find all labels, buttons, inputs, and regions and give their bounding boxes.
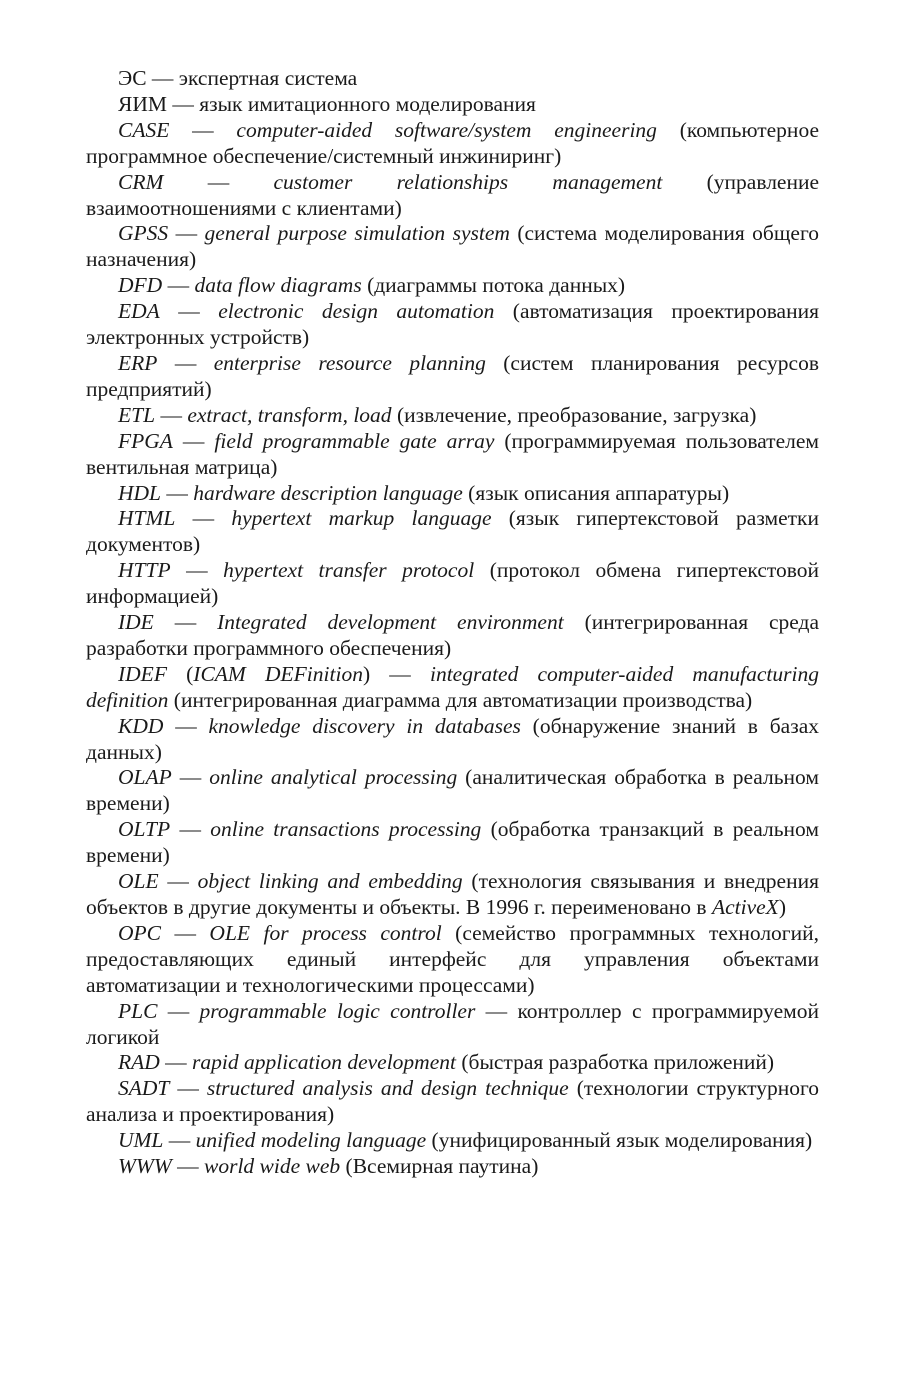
abbreviation-entry bbox=[86, 610, 819, 662]
abbreviation-term: ERP bbox=[118, 350, 158, 375]
abbreviation-gloss: (унифицированный язык моделирования) bbox=[426, 1128, 813, 1153]
abbreviation-list bbox=[86, 66, 819, 1180]
abbreviation-gloss: (обнаружение знаний в базах данных) bbox=[86, 713, 820, 764]
abbreviation-expansion: OLE for process control bbox=[209, 920, 442, 945]
abbreviation-gloss: (быстрая разработка приложений) bbox=[455, 1050, 775, 1075]
separator: — bbox=[169, 117, 237, 142]
abbreviation-expansion: object linking and embedding bbox=[197, 869, 463, 894]
abbreviation-expansion: electronic design automation bbox=[218, 299, 495, 324]
abbreviation-expansion: rapid application development bbox=[192, 1050, 456, 1075]
abbreviation-entry bbox=[86, 714, 819, 766]
abbreviation-gloss: (технологии структурного анализа и проектирования) bbox=[86, 1076, 820, 1127]
abbreviation-entry bbox=[86, 351, 819, 403]
abbreviation-term: HTML bbox=[118, 506, 176, 531]
separator: — bbox=[170, 558, 224, 583]
abbreviation-gloss: (технология связывания и внедрения объектов в другие документы и объекты. В 1996 г. переименовано в bbox=[86, 869, 819, 919]
separator: — bbox=[162, 273, 195, 298]
abbreviation-term: OLTP bbox=[118, 817, 171, 842]
separator: — bbox=[159, 299, 219, 324]
abbreviation-term: UML bbox=[118, 1128, 164, 1153]
abbreviation-entry bbox=[86, 921, 819, 999]
abbreviation-expansion: general purpose simulation system bbox=[204, 221, 510, 246]
abbreviation-entry bbox=[86, 1154, 819, 1180]
separator: — bbox=[157, 350, 214, 375]
abbreviation-tail-italic: ActiveX bbox=[711, 895, 779, 919]
separator: — bbox=[157, 998, 200, 1023]
abbreviation-expansion: online analytical processing bbox=[209, 765, 458, 790]
separator: — bbox=[171, 1154, 204, 1179]
abbreviation-entry bbox=[86, 403, 819, 429]
abbreviation-tail-italic: integrated computer-aided manufacturing definition bbox=[86, 661, 819, 712]
abbreviation-entry bbox=[86, 429, 819, 481]
separator: — bbox=[163, 713, 209, 738]
abbreviation-expansion: hardware description language bbox=[193, 480, 463, 505]
abbreviation-term: EDA bbox=[118, 299, 160, 324]
separator: — bbox=[171, 765, 210, 790]
abbreviation-gloss: (язык гипертекстовой разметки документов) bbox=[86, 506, 820, 557]
abbreviation-gloss: (язык описания аппаратуры) bbox=[462, 480, 730, 505]
abbreviation-term: ETL bbox=[118, 402, 156, 427]
abbreviation-entry bbox=[86, 558, 819, 610]
separator: — bbox=[172, 428, 215, 453]
separator: — bbox=[175, 506, 232, 531]
separator: — bbox=[158, 869, 198, 894]
abbreviation-gloss: (программируемая пользователем вентильная матрица) bbox=[86, 428, 819, 479]
separator: — bbox=[161, 480, 194, 505]
abbreviation-term: HTTP bbox=[118, 558, 171, 583]
abbreviation-entry bbox=[86, 817, 819, 869]
separator: — bbox=[163, 169, 274, 194]
abbreviation-expansion: online transactions processing bbox=[210, 817, 482, 842]
abbreviation-gloss: (семейство программных технологий, предоставляющих единый интерфейс для управления объектами автоматизации и технологическими процессами) bbox=[86, 920, 820, 997]
abbreviation-expansion: programmable logic controller bbox=[199, 998, 476, 1023]
abbreviation-tail-end: (интегрированная диаграмма для автоматизации производства) bbox=[168, 687, 753, 712]
abbreviation-gloss: (обработка транзакций в реальном времени) bbox=[86, 817, 819, 868]
abbreviation-expansion: customer relationships management bbox=[273, 169, 663, 194]
abbreviation-tail-end: ) bbox=[778, 895, 786, 919]
abbreviation-term: IDEF bbox=[118, 661, 167, 686]
abbreviation-expansion: hypertext markup language bbox=[231, 506, 492, 531]
abbreviation-entry bbox=[86, 299, 819, 351]
separator: — bbox=[153, 610, 218, 635]
separator: — bbox=[163, 1128, 196, 1153]
abbreviation-gloss: (протокол обмена гипертекстовой информацией) bbox=[86, 558, 820, 609]
abbreviation-gloss: (автоматизация проектирования электронных устройств) bbox=[86, 299, 820, 350]
abbreviation-term: RAD bbox=[118, 1050, 160, 1075]
separator: ( bbox=[166, 661, 194, 686]
abbreviation-expansion: unified modeling language bbox=[195, 1128, 427, 1153]
abbreviation-gloss: ) — bbox=[362, 661, 430, 686]
abbreviation-gloss: (интегрированная среда разработки программного обеспечения) bbox=[86, 610, 820, 660]
abbreviation-entry bbox=[86, 273, 819, 299]
abbreviation-entry bbox=[86, 999, 819, 1051]
abbreviation-gloss: (Всемирная паутина) bbox=[340, 1154, 539, 1179]
abbreviation-gloss: (извлечение, преобразование, загрузка) bbox=[391, 402, 757, 427]
abbreviation-entry bbox=[86, 869, 819, 921]
abbreviation-entry bbox=[86, 221, 819, 273]
abbreviation-entry bbox=[86, 92, 819, 118]
abbreviation-entry bbox=[86, 662, 819, 714]
separator: — bbox=[169, 1076, 207, 1101]
abbreviation-entry bbox=[86, 1050, 819, 1076]
abbreviation-expansion: ICAM DEFinition bbox=[193, 661, 363, 686]
abbreviation-gloss: ЯИМ — язык имитационного моделирования bbox=[118, 91, 536, 116]
abbreviation-expansion: data flow diagrams bbox=[194, 273, 362, 298]
abbreviation-gloss: — контроллер с программируемой логикой bbox=[86, 998, 820, 1049]
abbreviation-term: FPGA bbox=[118, 428, 173, 453]
abbreviation-term: CASE bbox=[118, 117, 170, 142]
abbreviation-entry bbox=[86, 1076, 819, 1128]
abbreviation-gloss: (управление взаимоотношениями с клиентами) bbox=[86, 169, 820, 220]
abbreviation-entry bbox=[86, 66, 819, 92]
abbreviation-term: KDD bbox=[118, 713, 164, 738]
abbreviation-expansion: extract, transform, load bbox=[187, 402, 392, 427]
abbreviation-expansion: Integrated development environment bbox=[217, 610, 564, 635]
abbreviation-expansion: structured analysis and design technique bbox=[206, 1076, 569, 1101]
abbreviation-entry bbox=[86, 506, 819, 558]
abbreviation-term: OPC bbox=[118, 920, 161, 945]
abbreviation-entry bbox=[86, 170, 819, 222]
abbreviation-term: PLC bbox=[118, 998, 158, 1023]
abbreviation-gloss: (аналитическая обработка в реальном времени) bbox=[86, 765, 819, 816]
abbreviation-term: OLE bbox=[118, 869, 159, 894]
abbreviation-term: DFD bbox=[118, 273, 163, 298]
abbreviation-expansion: world wide web bbox=[203, 1154, 341, 1179]
abbreviation-expansion: computer-aided software/system engineering bbox=[236, 117, 657, 142]
abbreviation-term: SADT bbox=[118, 1076, 170, 1101]
abbreviation-gloss: (компьютерное программное обеспечение/системный инжиниринг) bbox=[86, 117, 819, 168]
abbreviation-expansion: field programmable gate array bbox=[214, 428, 495, 453]
separator: — bbox=[159, 1050, 193, 1075]
abbreviation-entry bbox=[86, 118, 819, 170]
abbreviation-term: OLAP bbox=[118, 765, 172, 790]
separator: — bbox=[170, 817, 211, 842]
abbreviation-gloss: (диаграммы потока данных) bbox=[361, 273, 626, 298]
separator: — bbox=[161, 920, 210, 945]
abbreviation-expansion: enterprise resource planning bbox=[213, 350, 486, 375]
abbreviation-gloss: (систем планирования ресурсов предприятий) bbox=[86, 350, 819, 401]
abbreviation-term: IDE bbox=[118, 610, 154, 635]
abbreviation-expansion: knowledge discovery in databases bbox=[208, 713, 521, 738]
abbreviation-term: HDL bbox=[118, 480, 162, 505]
abbreviation-entry bbox=[86, 481, 819, 507]
abbreviation-gloss: (система моделирования общего назначения) bbox=[86, 221, 820, 272]
abbreviation-expansion: hypertext transfer protocol bbox=[223, 558, 475, 583]
abbreviation-gloss: ЭС — экспертная система bbox=[118, 66, 358, 90]
abbreviation-entry bbox=[86, 1128, 819, 1154]
abbreviation-term: WWW bbox=[118, 1154, 172, 1179]
abbreviation-term: CRM bbox=[118, 169, 164, 194]
abbreviation-entry bbox=[86, 765, 819, 817]
abbreviation-term: GPSS bbox=[118, 221, 169, 246]
separator: — bbox=[168, 221, 205, 246]
separator: — bbox=[155, 402, 188, 427]
